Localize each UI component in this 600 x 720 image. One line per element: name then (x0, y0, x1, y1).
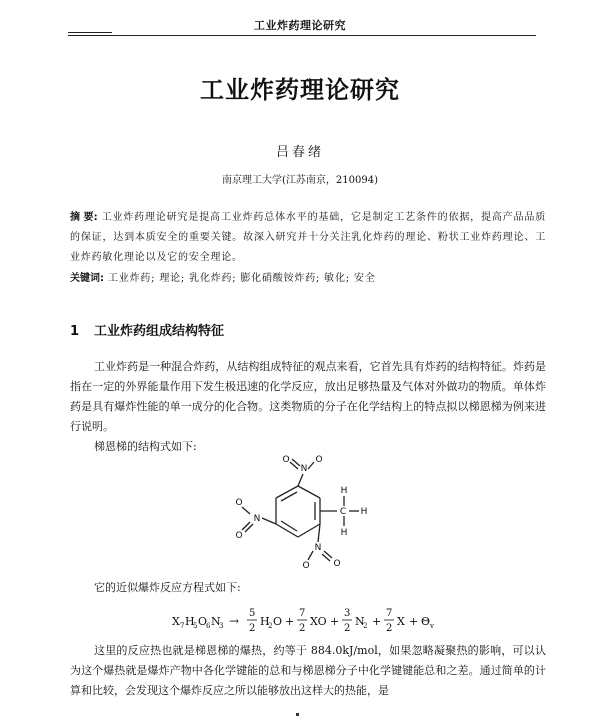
eq-frac-den: 2 (386, 623, 393, 634)
body-paragraph-2: 这里的反应热也就是梯恩梯的爆热，约等于 884.0kJ/mol，如果忽略凝聚热的影响，可以认为这个爆热就是爆炸产物中各化学键能的总和与梯恩梯分子中化学键键能总和之差。通过简单的计算和比较，会发现这个爆炸反应之所以能够放出这样大的热能，是 (70, 644, 546, 697)
nitro-bond-bottom-o1 (308, 551, 313, 560)
section-heading (70, 320, 224, 339)
eq-term-sub: 2 (363, 622, 368, 630)
eq-term-o: O (273, 615, 283, 628)
atom-n: N (253, 514, 261, 524)
nitro-bond-top (298, 474, 303, 486)
eq-plus: + (409, 615, 419, 628)
eq-reactant-x: X (172, 615, 180, 628)
eq-term-sub: v (430, 622, 434, 630)
nitro-bond-left (262, 518, 276, 524)
ring-bond (276, 486, 298, 498)
eq-frac-den: 2 (299, 623, 306, 634)
eq-frac-num: 7 (299, 608, 306, 619)
ring-bond (298, 486, 320, 498)
eq-frac-den: 2 (249, 623, 256, 634)
keywords (70, 271, 546, 287)
eq-reactant-sub: 3 (219, 622, 224, 630)
eq-frac-num: 7 (386, 608, 393, 619)
keywords-label: 关键词: (70, 273, 104, 284)
eq-reactant-sub: 7 (180, 622, 185, 630)
atom-o: O (282, 455, 290, 465)
header-rule (68, 35, 536, 36)
atom-o: O (235, 531, 243, 541)
eq-plus: + (372, 615, 382, 628)
ring-double-bond (281, 521, 297, 531)
eq-plus: + (285, 615, 295, 628)
article-title: 工业炸药理论研究 (200, 76, 400, 104)
eq-reactant-sub: 6 (206, 622, 211, 630)
atom-h: H (360, 507, 368, 517)
eq-arrow: → (229, 614, 240, 628)
eq-frac-den: 2 (344, 623, 351, 634)
nitro-bond-bottom (318, 524, 320, 542)
atom-o: O (315, 455, 323, 465)
atom-n: N (300, 464, 308, 474)
author-affiliation: 南京理工大学(江苏南京，210094) (222, 175, 378, 186)
running-head: 工业炸药理论研究 (254, 19, 346, 32)
abstract (70, 208, 546, 268)
page-marker (296, 713, 299, 716)
atom-o: O (302, 561, 310, 571)
eq-reactant-n: N (211, 615, 221, 628)
eq-plus: + (330, 615, 340, 628)
ring-bond (276, 524, 298, 537)
abstract-text: 工业炸药理论研究是提高工业炸药总体水平的基础，它是制定工艺条件的依据，提高产品品质的保证，达到本质安全的重要关键。故深入研究并十分关注乳化炸药的理论、粉状工业炸药理论、工业炸药敏化理论以及它的安全理论。 (70, 212, 547, 263)
atom-n: N (314, 543, 322, 553)
eq-term-sub: 2 (268, 622, 273, 630)
body-paragraph-1: 工业炸药是一种混合炸药，从结构组成特征的观点来看，它首先具有炸药的结构特征。炸药是指在一定的外界能量作用下发生极迅速的化学反应，放出足够热量及气体对外做功的物质。单体炸药是具有爆炸性能的单一成分的化合物。这类物质的分子在化学结构上的特点拟以梯恩梯为例来进行说明。 (70, 360, 546, 433)
tnt-structure-diagram (220, 452, 390, 580)
equation-intro: 它的近似爆炸反应方程式如下: (94, 581, 241, 594)
eq-frac-num: 3 (344, 608, 351, 619)
abstract-label: 摘 要: (70, 212, 98, 223)
eq-frac-num: 5 (249, 608, 256, 619)
section-number: 1 (70, 324, 80, 339)
atom-o: O (235, 498, 243, 508)
keywords-text: 工业炸药; 理论; 乳化炸药; 膨化硝酸铵炸药; 敏化; 安全 (107, 273, 376, 284)
eq-reactant-o: O (198, 615, 208, 628)
eq-term-n: N (355, 615, 365, 628)
atom-o: O (333, 559, 341, 569)
header-rule-accent (68, 32, 112, 33)
nitro-bond-left-o1 (242, 507, 250, 514)
eq-reactant-h: H (185, 615, 195, 628)
author-name: 吕春绪 (275, 145, 324, 160)
eq-reactant-sub: 5 (193, 622, 198, 630)
nitro-bond-top-o2 (308, 462, 314, 469)
eq-term-h: H (260, 615, 270, 628)
atom-c: C (339, 507, 347, 517)
eq-term-x: X (397, 615, 405, 628)
atom-h: H (340, 486, 348, 496)
ring-bond (298, 524, 320, 537)
eq-term-xo: XO (310, 615, 327, 628)
structure-intro: 梯恩梯的结构式如下: (94, 440, 197, 453)
atom-h: H (340, 528, 348, 538)
section-title: 工业炸药组成结构特征 (94, 324, 225, 339)
explosion-equation (172, 604, 472, 638)
eq-term-theta: Θ (421, 615, 431, 628)
